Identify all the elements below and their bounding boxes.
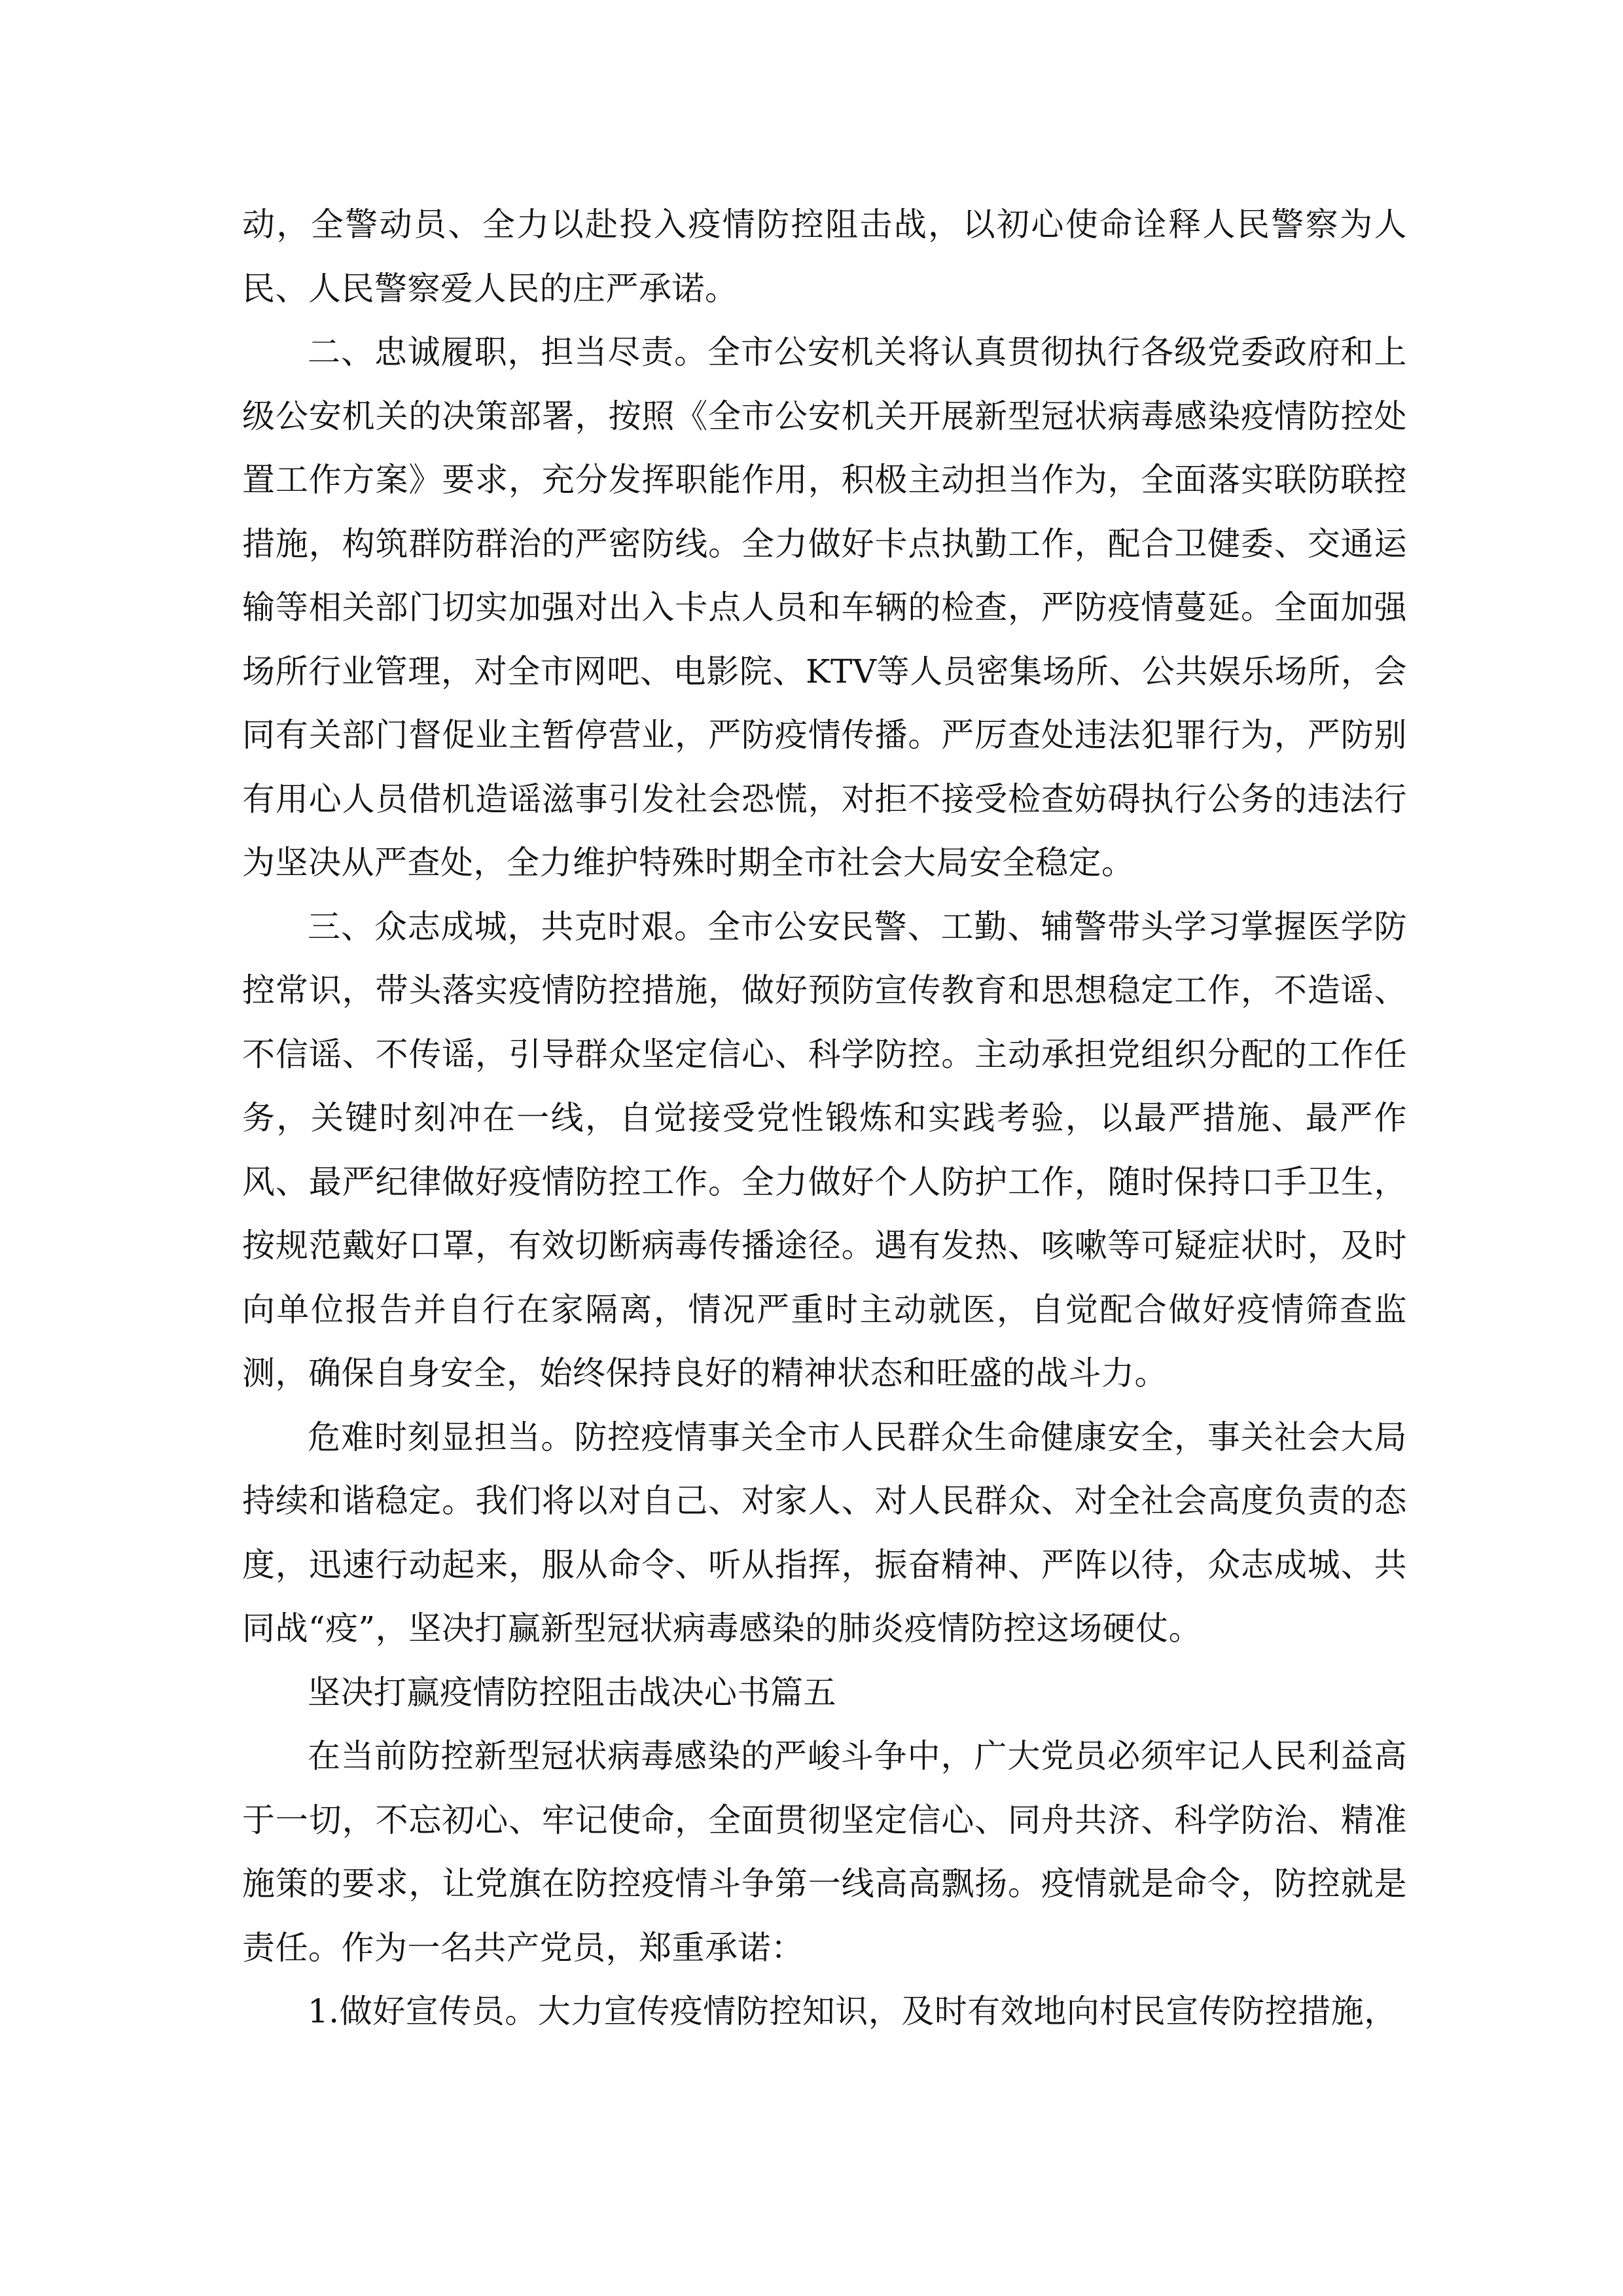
section-heading-part-five: 坚决打赢疫情防控阻击战决心书篇五 <box>308 1673 836 1712</box>
paragraph-section-two: 二、忠诚履职，担当尽责。全市公安机关将认真贯彻执行各级党委政府和上级公安机关的决策部署，按照《全市公安机关开展新型冠状病毒感染疫情防控处置工作方案》要求，充分发挥职能作用，积极主动担当作为，全面落实联防联控措施，构筑群防群治的严密防线。全力做好卡点执勤工作，配合卫健委、交通运输等相关部门切实加强对出入卡点人员和车辆的检查，严防疫情蔓延。全面加强场所行业管理，对全市网吧、电影院、KTV等人员密集场所、公共娱乐场所，会同有关部门督促业主暂停营业，严防疫情传播。严厉查处违法犯罪行为，严防别有用心人员借机造谣滋事引发社会恐慌，对拒不接受检查妨碍执行公务的违法行为坚决从严查处，全力维护特殊时期全市社会大局安全稳定。 <box>242 333 1407 882</box>
paragraph-continuation: 动，全警动员、全力以赴投入疫情防控阻击战，以初心使命诠释人民警察为人民、人民警察爱人民的庄严承诺。 <box>242 206 1407 308</box>
paragraph-section-three: 三、众志成城，共克时艰。全市公安民警、工勤、辅警带头学习掌握医学防控常识，带头落实疫情防控措施，做好预防宣传教育和思想稳定工作，不造谣、不信谣、不传谣，引导群众坚定信心、科学防控。主动承担党组织分配的工作任务，关键时刻冲在一线，自觉接受党性锻炼和实践考验，以最严措施、最严作风、最严纪律做好疫情防控工作。全力做好个人防护工作，随时保持口手卫生，按规范戴好口罩，有效切断病毒传播途径。遇有发热、咳嗽等可疑症状时，及时向单位报告并自行在家隔离，情况严重时主动就医，自觉配合做好疫情筛查监测，确保自身安全，始终保持良好的精神状态和旺盛的战斗力。 <box>242 907 1407 1392</box>
paragraph-part-five-intro: 在当前防控新型冠状病毒感染的严峻斗争中，广大党员必须牢记人民利益高于一切，不忘初心、牢记使命，全面贯彻坚定信心、同舟共济、科学防治、精准施策的要求，让党旗在防控疫情斗争第一线高高飘扬。疫情就是命令，防控就是责任。作为一名共产党员，郑重承诺： <box>242 1737 1407 1967</box>
paragraph-conclusion: 危难时刻显担当。防控疫情事关全市人民群众生命健康安全，事关社会大局持续和谐稳定。我们将以对自己、对家人、对人民群众、对全社会高度负责的态度，迅速行动起来，服从命令、听从指挥，振奋精神、严阵以待，众志成城、共同战“疫”，坚决打赢新型冠状病毒感染的肺炎疫情防控这场硬仗。 <box>242 1418 1407 1647</box>
document-body <box>242 193 1407 2044</box>
list-item-one: 1.做好宣传员。大力宣传疫情防控知识，及时有效地向村民宣传防控措施， <box>308 1992 1397 2030</box>
